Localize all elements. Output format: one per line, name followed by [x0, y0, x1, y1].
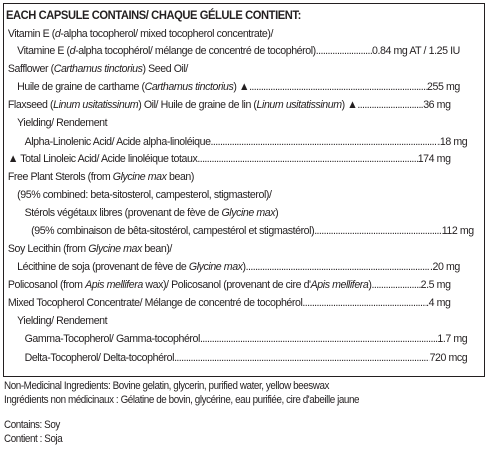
ingredient-row	[6, 223, 474, 239]
ingredient-row	[6, 43, 460, 59]
ingredient-row	[6, 205, 467, 221]
ingredient-row	[6, 313, 460, 329]
ingredient-row	[6, 97, 451, 113]
ingredient-name: Policosanol (from Apis mellifera wax)/ Policosanol (provenant de cire d'Apis mellifera)	[7, 279, 372, 291]
ingredient-amount: 720 mcg	[429, 352, 468, 364]
ingredient-name: Huile de graine de carthame (Carthamus tinctorius) ▲	[17, 81, 250, 93]
table-header-text: EACH CAPSULE CONTAINS/ CHAQUE GÉLULE CONTIENT:	[6, 8, 301, 22]
ingredient-row	[6, 115, 460, 131]
dot-leader	[211, 134, 438, 150]
ingredient-amount: .18 mg	[437, 136, 468, 148]
dot-leader	[197, 151, 417, 167]
dot-leader	[200, 331, 437, 347]
ingredient-amount: 0.84 mg AT / 1.25 IU	[372, 45, 460, 57]
dot-leader	[314, 223, 442, 239]
ingredient-amount: 255 mg	[427, 81, 460, 93]
ingredient-name: Mixed Tocopherol Concentrate/ Mélange de concentré de tocophérol	[7, 297, 303, 309]
ingredient-name: Vitamine E (d-alpha tocophérol/ mélange de concentré de tocophérol)	[17, 45, 316, 57]
ingredient-amount: .20 mg	[429, 261, 460, 273]
allergen-contains-en: Contains: Soy	[4, 419, 60, 431]
ingredient-row	[6, 26, 451, 42]
non-medicinal-ingredients-en: Non-Medicinal Ingredients: Bovine gelatin, glycerin, purified water, yellow beeswax	[4, 380, 330, 392]
ingredient-row	[6, 134, 467, 150]
table-header	[6, 7, 449, 23]
non-medicinal-ingredients-fr: Ingrédients non médicinaux : Gélatine de bovin, glycérine, eau purifiée, cire d'abeille jaune	[4, 394, 360, 406]
dot-leader	[372, 277, 421, 293]
ingredient-name: Flaxseed (Linum usitatissinum) Oil/ Huile de graine de lin (Linum usitatissinum) ▲	[7, 99, 358, 111]
ingredient-amount: .4 mg	[426, 297, 451, 309]
ingredient-row	[6, 151, 451, 167]
ingredient-row	[6, 241, 451, 257]
ingredient-name: Yielding/ Rendement	[17, 315, 108, 327]
ingredient-amount: 112 mg	[441, 225, 474, 237]
dot-leader	[249, 79, 427, 95]
ingredient-amount: 174 mg	[417, 153, 451, 165]
ingredient-row	[6, 295, 451, 311]
ingredient-name: (95% combined: beta-sitosterol, campesterol, stigmasterol)/	[17, 189, 272, 201]
dot-leader	[302, 295, 426, 311]
ingredient-row	[6, 187, 460, 203]
dot-leader	[174, 350, 430, 366]
ingredient-name: Alpha-Linolenic Acid/ Acide alpha-linoléique	[24, 136, 211, 148]
ingredient-amount: 2.5 mg	[420, 279, 451, 291]
ingredient-amount: .36 mg	[420, 99, 451, 111]
ingredient-name: Stérols végétaux libres (provenant de fève de Glycine max)	[24, 207, 279, 219]
ingredient-row	[6, 277, 451, 293]
ingredient-name: Soy Lecithin (from Glycine max bean)/	[7, 243, 172, 255]
dot-leader	[357, 97, 420, 113]
ingredient-row	[6, 331, 467, 347]
dot-leader	[246, 259, 430, 275]
ingredient-row	[6, 350, 467, 366]
ingredient-row	[6, 79, 460, 95]
ingredient-row	[6, 169, 451, 185]
ingredient-name: Vitamin E (d-alpha tocopherol/ mixed tocopherol concentrate)/	[7, 28, 274, 40]
allergen-contains-fr: Contient : Soja	[4, 433, 63, 445]
ingredient-amount: 1.7 mg	[437, 333, 468, 345]
dot-leader	[316, 43, 372, 59]
ingredient-name: Gamma-Tocopherol/ Gamma-tocophérol	[24, 333, 200, 345]
ingredient-name: Free Plant Sterols (from Glycine max bean)	[7, 171, 195, 183]
ingredient-row	[6, 61, 451, 77]
ingredient-row	[6, 259, 460, 275]
ingredient-name: Delta-Tocopherol/ Delta-tocophérol	[24, 352, 175, 364]
ingredient-name: Lécithine de soja (provenant de fève de Glycine max)	[17, 261, 246, 273]
ingredient-name: Yielding/ Rendement	[17, 117, 108, 129]
ingredient-name: Safflower (Carthamus tinctorius) Seed Oil/	[7, 63, 188, 75]
ingredient-name: (95% combinaison de bêta-sitostérol, campestérol et stigmastérol)	[31, 225, 315, 237]
ingredient-name: ▲ Total Linoleic Acid/ Acide linoléique totaux	[7, 153, 198, 165]
